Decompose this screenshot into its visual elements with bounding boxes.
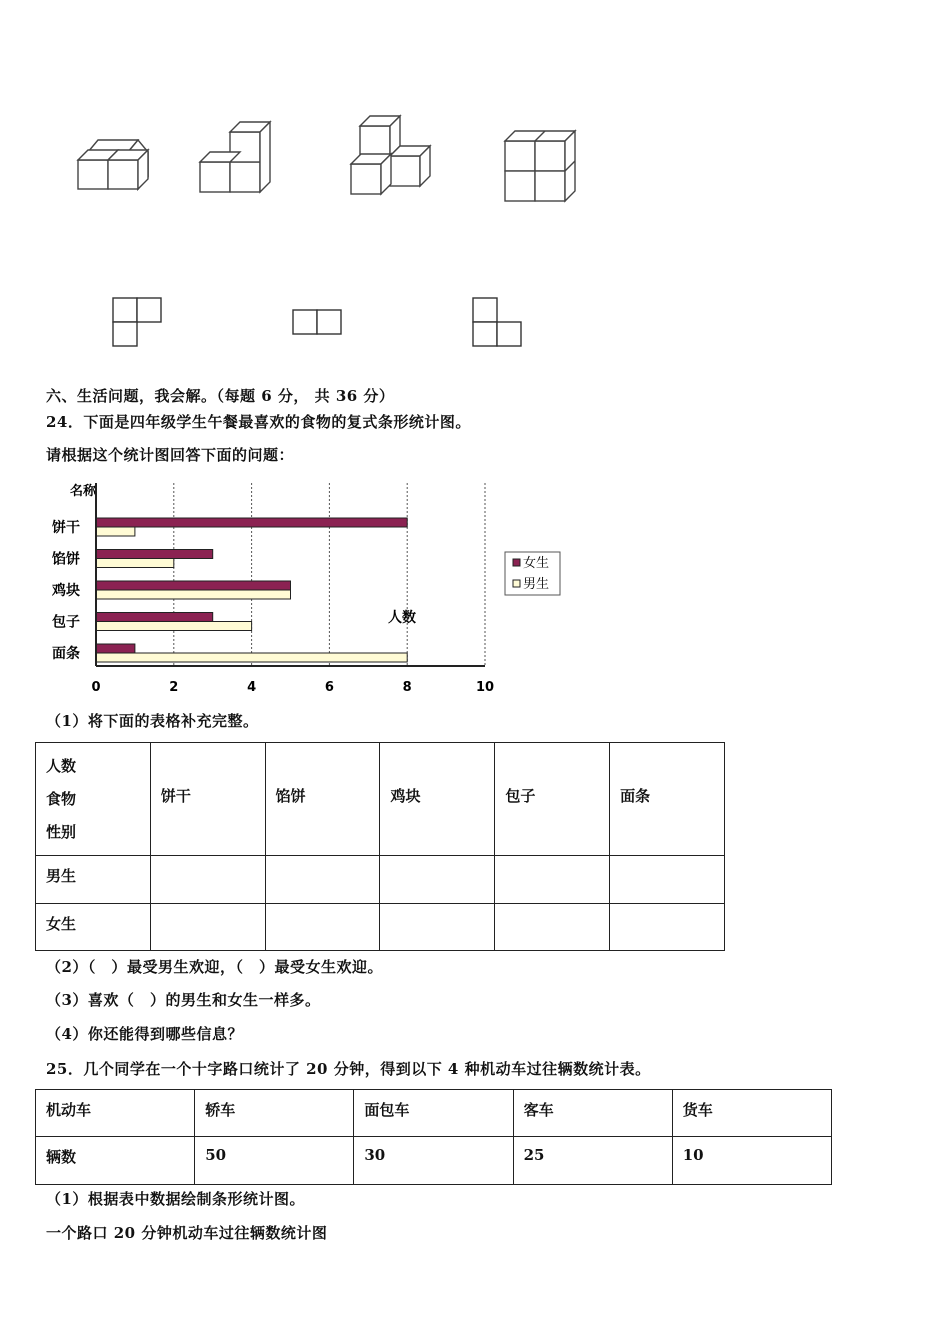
- vehicle-count-truck: 10: [682, 1146, 704, 1164]
- vehicle-header-label: 机动车: [46, 1101, 92, 1119]
- chart-ylabel: 名称: [70, 484, 97, 499]
- chart-category-label: 鸡块: [52, 583, 80, 599]
- chart-bar: [96, 559, 174, 568]
- chart-bar: [96, 622, 252, 631]
- answer-cell[interactable]: [150, 856, 265, 904]
- cube-figures: [60, 100, 620, 215]
- chart-bar: [96, 550, 213, 559]
- chart-bar: [96, 644, 135, 653]
- vehicle-header-car: 轿车: [205, 1101, 236, 1119]
- cube-figure-4: [505, 131, 575, 201]
- table-corner-cell: [36, 743, 151, 856]
- question-24-instruction: 请根据这个统计图回答下面的问题：: [46, 446, 295, 464]
- cube-figure-3: [351, 116, 430, 194]
- question-24-sub2: （2）（ ）最受男生欢迎，（ ）最受女生欢迎。: [46, 958, 383, 976]
- chart-legend: [505, 552, 560, 595]
- question-24-sub4: （4）你还能得到哪些信息？: [46, 1025, 243, 1043]
- vehicle-count-van: 30: [364, 1146, 386, 1164]
- answer-cell[interactable]: [495, 904, 610, 951]
- answer-cell[interactable]: [265, 904, 380, 951]
- vehicle-count-car: 50: [205, 1146, 227, 1164]
- chart-category-label: 面条: [52, 646, 80, 662]
- vehicle-header-bus: 客车: [523, 1101, 554, 1119]
- table-header-noodle: 面条: [620, 787, 651, 805]
- corner-label-count: 人数: [46, 757, 77, 775]
- question-25-sub1: （1）根据表中数据绘制条形统计图。: [46, 1190, 305, 1208]
- answer-cell[interactable]: [380, 856, 495, 904]
- chart-bar: [96, 613, 213, 622]
- chart-legend-label: 女生: [523, 556, 550, 571]
- chart-bar: [96, 653, 407, 662]
- answer-cell[interactable]: [495, 856, 610, 904]
- answer-cell[interactable]: [380, 904, 495, 951]
- table-header-nugget: 鸡块: [390, 787, 421, 805]
- chart-legend-swatch: [513, 559, 520, 566]
- table-header-bun: 包子: [505, 787, 536, 805]
- answer-cell[interactable]: [610, 856, 725, 904]
- chart-category-label: 包子: [52, 614, 80, 631]
- question-24-sub3: （3）喜欢（ ）的男生和女生一样多。: [46, 991, 321, 1009]
- vehicle-table: [35, 1089, 832, 1185]
- chart-category-label: 饼干: [52, 520, 80, 536]
- chart-legend-label: 男生: [523, 577, 550, 592]
- table-row-label-boys: 男生: [46, 867, 77, 885]
- answer-cell[interactable]: [610, 904, 725, 951]
- food-table: [35, 742, 725, 951]
- food-preference-chart: [40, 475, 580, 705]
- planar-views: [105, 290, 535, 350]
- cube-figure-1: [78, 140, 148, 189]
- table-row-label-girls: 女生: [46, 915, 77, 933]
- cube-figure-2: [200, 122, 270, 192]
- vehicle-count-bus: 25: [523, 1146, 545, 1164]
- chart-x-tick-label: 0: [91, 680, 101, 695]
- planar-view-2: [293, 310, 341, 334]
- table-header-biscuit: 饼干: [160, 787, 191, 805]
- section-heading: 六、生活问题，我会解。（每题 6 分， 共 36 分）: [46, 387, 395, 405]
- vehicle-row-label: 辆数: [46, 1148, 77, 1166]
- chart-x-tick-label: 2: [169, 680, 179, 695]
- answer-cell[interactable]: [150, 904, 265, 951]
- chart-category-label: 馅饼: [52, 551, 80, 568]
- vehicle-header-truck: 货车: [682, 1101, 713, 1119]
- chart-x-tick-label: 8: [402, 680, 412, 695]
- question-24-title: 24．下面是四年级学生午餐最喜欢的食物的复式条形统计图。: [46, 413, 471, 431]
- chart-bar: [96, 590, 291, 599]
- chart-x-tick-label: 6: [324, 680, 334, 695]
- chart-legend-swatch: [513, 580, 520, 587]
- question-24-sub1: （1）将下面的表格补充完整。: [46, 712, 259, 730]
- planar-view-3: [473, 298, 521, 346]
- chart-x-tick-label: 4: [247, 680, 257, 695]
- corner-label-gender: 性别: [46, 823, 77, 841]
- corner-label-food: 食物: [46, 790, 77, 808]
- table-header-pie: 馅饼: [275, 787, 306, 805]
- answer-cell[interactable]: [265, 856, 380, 904]
- chart-xlabel: 人数: [388, 610, 416, 626]
- chart-bar: [96, 527, 135, 536]
- chart-x-tick-label: 10: [475, 680, 495, 695]
- vehicle-header-van: 面包车: [364, 1101, 410, 1119]
- question-25-chart-title: 一个路口 20 分钟机动车过往辆数统计图: [46, 1224, 328, 1242]
- chart-bar: [96, 581, 291, 590]
- planar-view-1: [113, 298, 161, 346]
- question-25-title: 25．几个同学在一个十字路口统计了 20 分钟，得到以下 4 种机动车过往辆数统计表。: [46, 1060, 651, 1078]
- chart-bar: [96, 518, 407, 527]
